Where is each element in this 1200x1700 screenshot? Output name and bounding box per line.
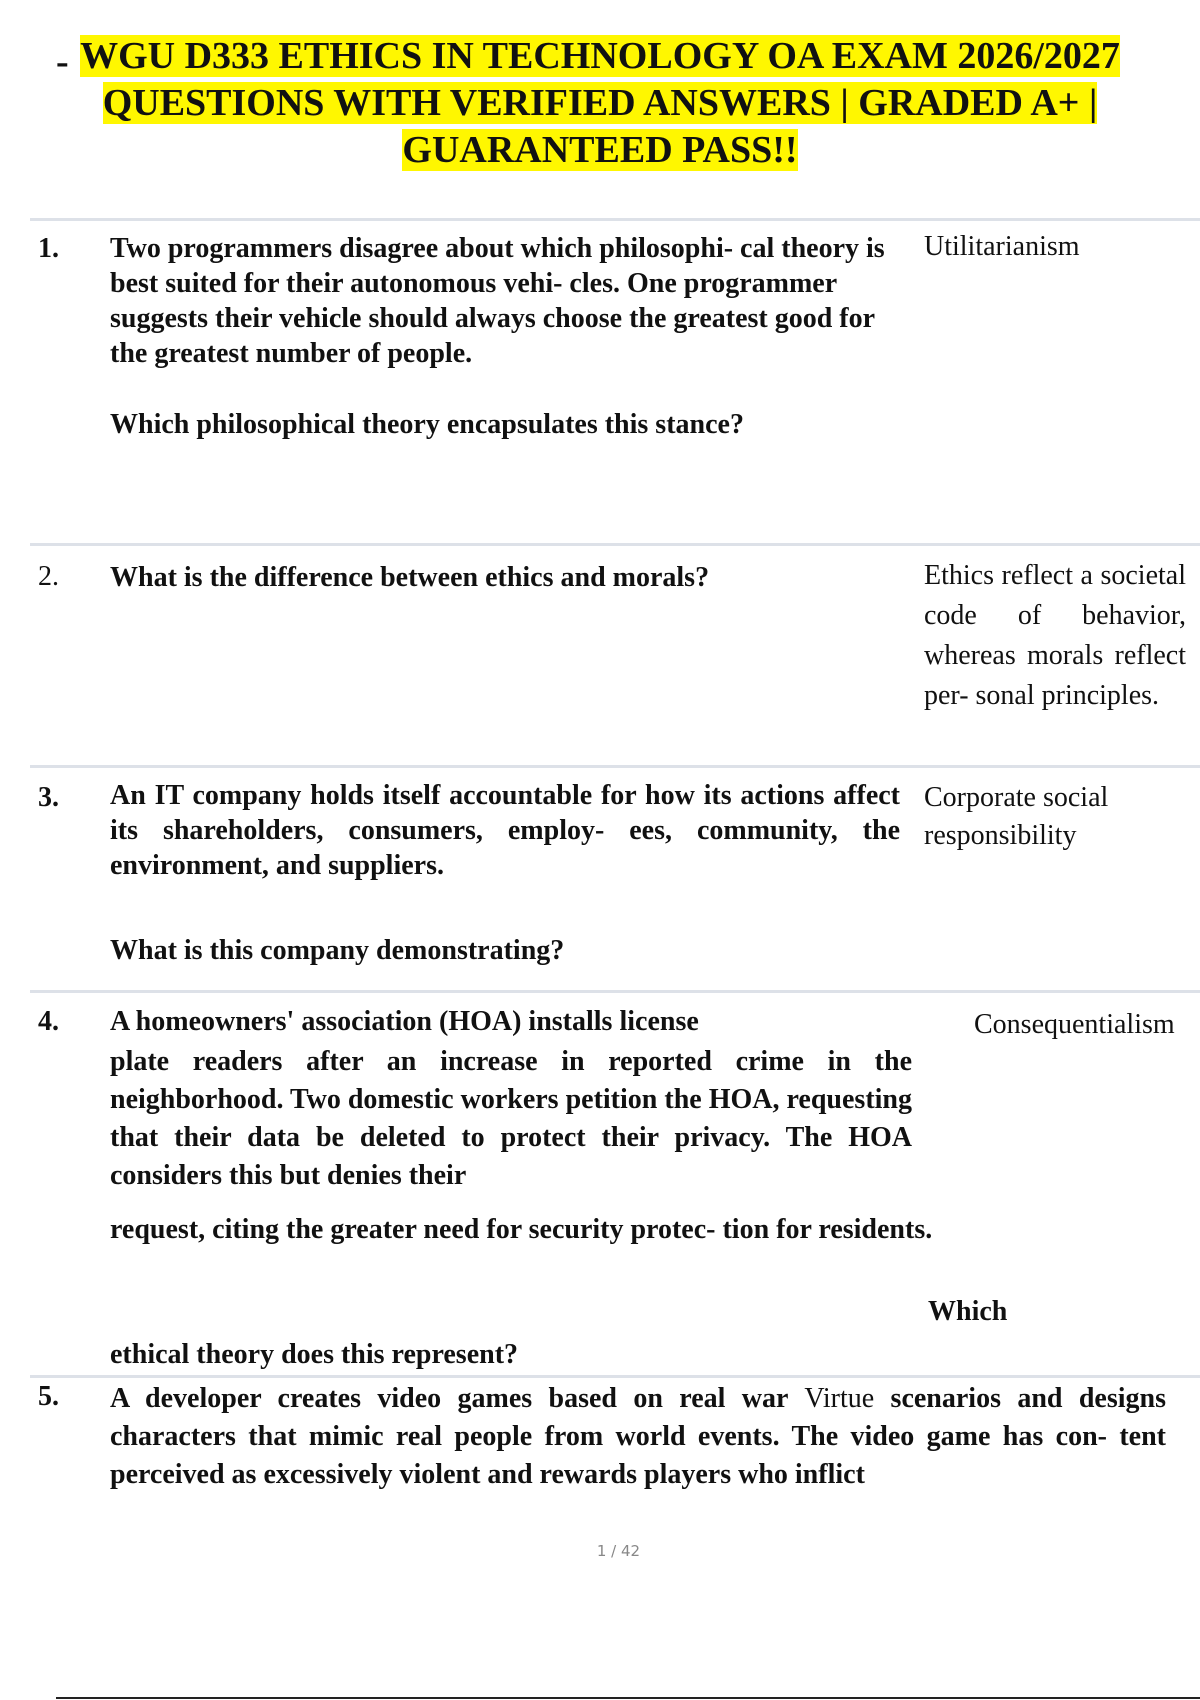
page-number: 1 / 42: [596, 1542, 641, 1560]
divider: [30, 1375, 1200, 1378]
question-number: 3.: [38, 782, 59, 813]
question-text: A developer creates video games based on real war: [110, 1383, 788, 1414]
answer-1: Utilitarianism: [924, 231, 1080, 262]
question-4-continued: Which: [928, 1296, 1008, 1327]
question-text: scenarios and designs characters that mimic real people from world events. The video game has con- tent perceived as excessively violent and rewards players who inflict: [110, 1383, 1167, 1490]
question-3: [110, 778, 900, 968]
question-1: [110, 231, 900, 442]
title-dash: -: [56, 41, 69, 83]
question-4-continued: plate readers after an increase in reported crime in the neighborhood. Two domestic workers petition the HOA, requesting that their data be deleted to protect their privacy. The HOA considers this but denies their: [110, 1046, 912, 1191]
question-prompt: What is this company demonstrating?: [110, 935, 565, 966]
question-prompt: Which philosophical theory encapsulates this stance?: [110, 409, 744, 440]
page-title-line-3: GUARANTEED PASS!!: [402, 129, 798, 171]
question-text: A homeowners' association (HOA) installs license: [110, 1006, 699, 1037]
question-number: 2.: [38, 561, 59, 592]
question-text: An IT company holds itself accountable for how its actions affect its shareholders, consumers, employ- ees, community, the environment, and suppliers.: [110, 780, 900, 881]
question-number: 4.: [38, 1006, 59, 1037]
answer-4: Consequentialism: [974, 1009, 1175, 1040]
question-number: 5.: [38, 1381, 59, 1412]
divider: [30, 218, 1200, 221]
footer-rule: [56, 1697, 1200, 1699]
question-5: [110, 1380, 1166, 1494]
question-2: [110, 560, 900, 595]
question-text: What is the difference between ethics and morals?: [110, 562, 710, 593]
question-text: Two programmers disagree about which philosophi- cal theory is best suited for their autonomous vehi- cles. One programmer suggests their vehicle should always choose the greatest good for the greatest number of people.: [110, 233, 885, 369]
page-title-line-1: WGU D333 ETHICS IN TECHNOLOGY OA EXAM 2026/2027: [80, 35, 1120, 77]
divider: [30, 765, 1200, 768]
answer-5: Virtue: [804, 1383, 875, 1414]
question-4: [110, 1004, 900, 1039]
question-4-continued: ethical theory does this represent?: [110, 1339, 519, 1370]
question-number: 1.: [38, 233, 59, 264]
answer-3: Corporate social responsibility: [924, 782, 1109, 851]
answer-2: Ethics reflect a societal code of behavior, whereas morals reflect per- sonal principles.: [924, 560, 1186, 711]
page-title-line-2: QUESTIONS WITH VERIFIED ANSWERS | GRADED A+ |: [102, 82, 1098, 124]
divider: [30, 990, 1200, 993]
divider: [30, 543, 1200, 546]
question-4-continued: request, citing the greater need for security protec- tion for residents.: [110, 1214, 933, 1245]
